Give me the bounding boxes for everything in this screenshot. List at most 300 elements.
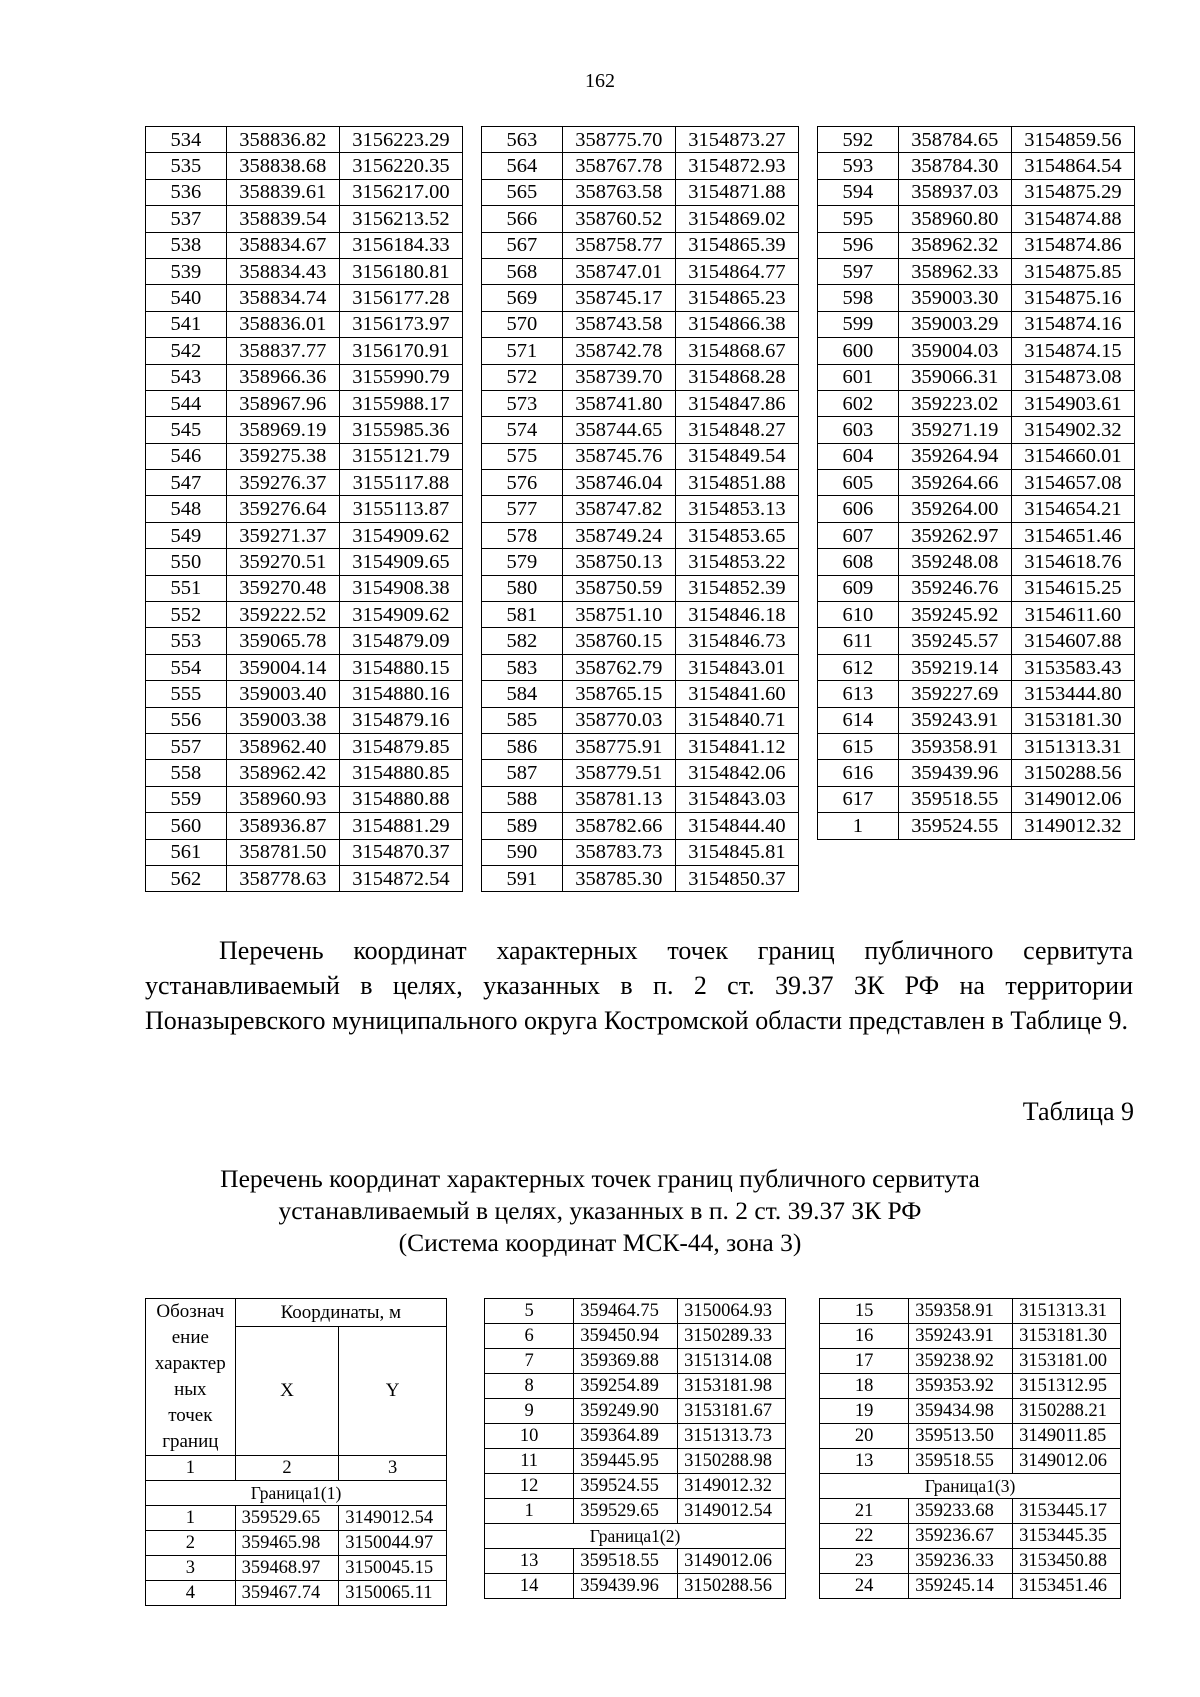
y-value: 3149012.32: [678, 1474, 786, 1499]
point-number: 561: [146, 839, 227, 865]
point-number: 613: [818, 681, 899, 707]
y-value: 3154874.86: [1011, 232, 1134, 258]
col-num-1: 1: [146, 1456, 236, 1481]
point-number: 616: [818, 760, 899, 786]
point-number: 601: [818, 364, 899, 390]
x-value: 359439.96: [898, 760, 1011, 786]
point-number: 1: [485, 1499, 574, 1524]
y-value: 3154908.38: [339, 575, 462, 601]
y-value: 3156213.52: [339, 206, 462, 232]
x-value: 359245.14: [909, 1574, 1013, 1599]
point-number: 597: [818, 258, 899, 284]
point-number: 7: [485, 1349, 574, 1374]
coordinates-table-column-3: [817, 126, 1135, 840]
x-value: 358778.63: [226, 865, 339, 891]
table-row: [482, 839, 799, 865]
table-heading: [0, 1163, 1200, 1259]
table-row: [146, 839, 463, 865]
y-value: 3153181.30: [1011, 707, 1134, 733]
table-row: [146, 390, 463, 416]
y-value: 3154873.27: [675, 127, 798, 153]
header-x: X: [235, 1326, 339, 1455]
point-number: 583: [482, 654, 563, 680]
header-point-designation: Обознач ение характер ных точек границ: [146, 1299, 236, 1456]
x-value: 358960.93: [226, 786, 339, 812]
y-value: 3154660.01: [1011, 443, 1134, 469]
x-value: 359219.14: [898, 654, 1011, 680]
y-value: 3154880.85: [339, 760, 462, 786]
table-row: [482, 127, 799, 153]
y-value: 3154844.40: [675, 813, 798, 839]
point-number: 598: [818, 285, 899, 311]
y-value: 3154879.85: [339, 733, 462, 759]
table-row: [485, 1449, 786, 1474]
x-value: 359271.19: [898, 417, 1011, 443]
table-row: [485, 1474, 786, 1499]
x-value: 359004.03: [898, 338, 1011, 364]
table-row: [146, 707, 463, 733]
point-number: 615: [818, 733, 899, 759]
y-value: 3156184.33: [339, 232, 462, 258]
table-row: [818, 127, 1135, 153]
x-value: 358775.91: [562, 733, 675, 759]
x-value: 359254.89: [574, 1374, 678, 1399]
y-value: 3154611.60: [1011, 602, 1134, 628]
point-number: 562: [146, 865, 227, 891]
table-row: [818, 733, 1135, 759]
table-row: [482, 786, 799, 812]
y-value: 3154866.38: [675, 311, 798, 337]
y-value: 3150045.15: [339, 1556, 447, 1581]
x-value: 359223.02: [898, 390, 1011, 416]
table-row: [146, 1581, 447, 1606]
x-value: 359262.97: [898, 522, 1011, 548]
x-value: 358834.43: [226, 258, 339, 284]
y-value: 3156177.28: [339, 285, 462, 311]
table-row: [485, 1349, 786, 1374]
y-value: 3154841.60: [675, 681, 798, 707]
table-row: [482, 206, 799, 232]
table-row: [818, 258, 1135, 284]
table-row: [485, 1424, 786, 1449]
table-row: [482, 522, 799, 548]
point-number: 18: [820, 1374, 909, 1399]
point-number: 585: [482, 707, 563, 733]
table-row: [818, 813, 1135, 839]
table-row: [818, 522, 1135, 548]
x-value: 359065.78: [226, 628, 339, 654]
x-value: 358749.24: [562, 522, 675, 548]
x-value: 358839.61: [226, 179, 339, 205]
point-number: 608: [818, 549, 899, 575]
y-value: 3150289.33: [678, 1324, 786, 1349]
point-number: 575: [482, 443, 563, 469]
table-row: [482, 707, 799, 733]
y-value: 3154909.65: [339, 549, 462, 575]
point-number: 617: [818, 786, 899, 812]
x-value: 359003.30: [898, 285, 1011, 311]
y-value: 3153181.98: [678, 1374, 786, 1399]
x-value: 359245.92: [898, 602, 1011, 628]
header-y: Y: [339, 1326, 447, 1455]
point-number: 20: [820, 1424, 909, 1449]
x-value: 359518.55: [909, 1449, 1013, 1474]
y-value: 3150288.98: [678, 1449, 786, 1474]
group-label-3: Граница1(3): [820, 1474, 1121, 1499]
x-value: 359245.57: [898, 628, 1011, 654]
intro-paragraph: Перечень координат характерных точек границ публичного сервитута устанавливаемый в целях, указанных в п. 2 ст. 39.37 ЗК РФ на территории Поназыревского муниципального округа Костромской области представлен в Таблице 9.: [145, 936, 1133, 1035]
y-value: 3154851.88: [675, 470, 798, 496]
x-value: 358782.66: [562, 813, 675, 839]
col-num-2: 2: [235, 1456, 339, 1481]
x-value: 358962.33: [898, 258, 1011, 284]
x-value: 358760.52: [562, 206, 675, 232]
y-value: 3154881.29: [339, 813, 462, 839]
y-value: 3153181.67: [678, 1399, 786, 1424]
table-row: [482, 179, 799, 205]
point-number: 567: [482, 232, 563, 258]
point-number: 576: [482, 470, 563, 496]
y-value: 3154859.56: [1011, 127, 1134, 153]
point-number: 581: [482, 602, 563, 628]
table-row: [818, 232, 1135, 258]
x-value: 358839.54: [226, 206, 339, 232]
x-value: 359464.75: [574, 1299, 678, 1324]
x-value: 359353.92: [909, 1374, 1013, 1399]
table-row: [482, 232, 799, 258]
y-value: 3153181.30: [1013, 1324, 1121, 1349]
y-value: 3154868.28: [675, 364, 798, 390]
y-value: 3153445.35: [1013, 1524, 1121, 1549]
table-row: [146, 127, 463, 153]
table-row: [146, 786, 463, 812]
heading-line-1: Перечень координат характерных точек границ публичного сервитута: [220, 1164, 980, 1193]
x-value: 358834.67: [226, 232, 339, 258]
x-value: 359524.55: [898, 813, 1011, 839]
table-row: [818, 786, 1135, 812]
point-number: 542: [146, 338, 227, 364]
point-number: 607: [818, 522, 899, 548]
x-value: 359270.48: [226, 575, 339, 601]
point-number: 570: [482, 311, 563, 337]
point-number: 22: [820, 1524, 909, 1549]
x-value: 359529.65: [235, 1506, 339, 1531]
x-value: 359271.37: [226, 522, 339, 548]
y-value: 3149012.06: [1011, 786, 1134, 812]
point-number: 584: [482, 681, 563, 707]
table-row: [818, 153, 1135, 179]
y-value: 3154853.65: [675, 522, 798, 548]
point-number: 612: [818, 654, 899, 680]
x-value: 358836.82: [226, 127, 339, 153]
y-value: 3154840.71: [675, 707, 798, 733]
table-row: [820, 1349, 1121, 1374]
table-row: [820, 1299, 1121, 1324]
x-value: 358770.03: [562, 707, 675, 733]
x-value: 358838.68: [226, 153, 339, 179]
table-row: [146, 232, 463, 258]
point-number: 590: [482, 839, 563, 865]
point-number: 13: [820, 1449, 909, 1474]
point-number: 17: [820, 1349, 909, 1374]
x-value: 358783.73: [562, 839, 675, 865]
x-value: 358746.04: [562, 470, 675, 496]
header-coordinates: Координаты, м: [235, 1299, 446, 1327]
point-number: 592: [818, 127, 899, 153]
y-value: 3156173.97: [339, 311, 462, 337]
table-row: [820, 1549, 1121, 1574]
x-value: 359003.40: [226, 681, 339, 707]
point-number: 537: [146, 206, 227, 232]
y-value: 3154875.29: [1011, 179, 1134, 205]
point-number: 21: [820, 1499, 909, 1524]
x-value: 358775.70: [562, 127, 675, 153]
point-number: 596: [818, 232, 899, 258]
point-number: 534: [146, 127, 227, 153]
y-value: 3154872.93: [675, 153, 798, 179]
point-number: 568: [482, 258, 563, 284]
x-value: 359445.95: [574, 1449, 678, 1474]
coordinates-table-column-1: [145, 126, 463, 892]
y-value: 3154864.77: [675, 258, 798, 284]
x-value: 358747.82: [562, 496, 675, 522]
point-number: 593: [818, 153, 899, 179]
table-caption: Таблица 9: [1022, 1097, 1134, 1126]
point-number: 545: [146, 417, 227, 443]
y-value: 3154848.27: [675, 417, 798, 443]
table-row: [146, 1556, 447, 1581]
x-value: 358785.30: [562, 865, 675, 891]
x-value: 358747.01: [562, 258, 675, 284]
y-value: 3154618.76: [1011, 549, 1134, 575]
point-number: 543: [146, 364, 227, 390]
point-number: 23: [820, 1549, 909, 1574]
point-number: 15: [820, 1299, 909, 1324]
table-row: [482, 390, 799, 416]
x-value: 359243.91: [909, 1324, 1013, 1349]
point-number: 16: [820, 1324, 909, 1349]
group-label-1: Граница1(1): [146, 1481, 447, 1506]
y-value: 3154657.08: [1011, 470, 1134, 496]
table-row: [485, 1549, 786, 1574]
y-value: 3155990.79: [339, 364, 462, 390]
table-row: [820, 1324, 1121, 1349]
table-row: [818, 681, 1135, 707]
table-row: [482, 153, 799, 179]
point-number: 599: [818, 311, 899, 337]
table-row: [146, 865, 463, 891]
point-number: 549: [146, 522, 227, 548]
y-value: 3153583.43: [1011, 654, 1134, 680]
col-num-3: 3: [339, 1456, 447, 1481]
x-value: 358784.30: [898, 153, 1011, 179]
point-number: 609: [818, 575, 899, 601]
y-value: 3154853.22: [675, 549, 798, 575]
point-number: 565: [482, 179, 563, 205]
point-number: 538: [146, 232, 227, 258]
y-value: 3156180.81: [339, 258, 462, 284]
x-value: 359246.76: [898, 575, 1011, 601]
x-value: 359238.92: [909, 1349, 1013, 1374]
table9-middle: [484, 1298, 786, 1599]
y-value: 3150288.56: [678, 1574, 786, 1599]
table-row: [820, 1574, 1121, 1599]
y-value: 3155121.79: [339, 443, 462, 469]
point-number: 577: [482, 496, 563, 522]
table9-right: [819, 1298, 1121, 1599]
table-row: [818, 654, 1135, 680]
x-value: 359066.31: [898, 364, 1011, 390]
point-number: 19: [820, 1399, 909, 1424]
y-value: 3154870.37: [339, 839, 462, 865]
table-row: [818, 417, 1135, 443]
group-label-2: Граница1(2): [485, 1524, 786, 1549]
point-number: 614: [818, 707, 899, 733]
point-number: 604: [818, 443, 899, 469]
y-value: 3153445.17: [1013, 1499, 1121, 1524]
x-value: 358837.77: [226, 338, 339, 364]
point-number: 605: [818, 470, 899, 496]
x-value: 358969.19: [226, 417, 339, 443]
point-number: 5: [485, 1299, 574, 1324]
table-row: [146, 470, 463, 496]
point-number: 551: [146, 575, 227, 601]
y-value: 3155988.17: [339, 390, 462, 416]
x-value: 358751.10: [562, 602, 675, 628]
point-number: 571: [482, 338, 563, 364]
y-value: 3154865.23: [675, 285, 798, 311]
x-value: 358765.15: [562, 681, 675, 707]
point-number: 595: [818, 206, 899, 232]
x-value: 359358.91: [898, 733, 1011, 759]
table-row: [818, 470, 1135, 496]
point-number: 553: [146, 628, 227, 654]
table-row: [818, 549, 1135, 575]
y-value: 3150288.21: [1013, 1399, 1121, 1424]
x-value: 358742.78: [562, 338, 675, 364]
x-value: 358936.87: [226, 813, 339, 839]
table-row: [482, 311, 799, 337]
y-value: 3149012.54: [678, 1499, 786, 1524]
x-value: 359276.64: [226, 496, 339, 522]
table-row: [146, 628, 463, 654]
table-row: [146, 496, 463, 522]
y-value: 3149012.06: [678, 1549, 786, 1574]
x-value: 359529.65: [574, 1499, 678, 1524]
y-value: 3156170.91: [339, 338, 462, 364]
point-number: 9: [485, 1399, 574, 1424]
table-row: [146, 602, 463, 628]
x-value: 359003.38: [226, 707, 339, 733]
table-row: [146, 364, 463, 390]
y-value: 3153451.46: [1013, 1574, 1121, 1599]
y-value: 3153450.88: [1013, 1549, 1121, 1574]
x-value: 358962.42: [226, 760, 339, 786]
table-row: [482, 654, 799, 680]
y-value: 3154841.12: [675, 733, 798, 759]
x-value: 358760.15: [562, 628, 675, 654]
point-number: 573: [482, 390, 563, 416]
point-number: 569: [482, 285, 563, 311]
point-number: 587: [482, 760, 563, 786]
point-number: 8: [485, 1374, 574, 1399]
point-number: 574: [482, 417, 563, 443]
x-value: 359364.89: [574, 1424, 678, 1449]
y-value: 3151313.31: [1013, 1299, 1121, 1324]
y-value: 3151312.95: [1013, 1374, 1121, 1399]
point-number: 603: [818, 417, 899, 443]
table-row: [146, 549, 463, 575]
y-value: 3154879.16: [339, 707, 462, 733]
table-row: [482, 865, 799, 891]
table-row: [146, 733, 463, 759]
table-row: [818, 602, 1135, 628]
table-row: [482, 602, 799, 628]
point-number: 591: [482, 865, 563, 891]
y-value: 3154873.08: [1011, 364, 1134, 390]
y-value: 3154902.32: [1011, 417, 1134, 443]
point-number: 586: [482, 733, 563, 759]
x-value: 358784.65: [898, 127, 1011, 153]
table-row: [818, 311, 1135, 337]
x-value: 358779.51: [562, 760, 675, 786]
table-row: [820, 1374, 1121, 1399]
y-value: 3154846.73: [675, 628, 798, 654]
x-value: 358967.96: [226, 390, 339, 416]
x-value: 359270.51: [226, 549, 339, 575]
table-row: [482, 338, 799, 364]
point-number: 564: [482, 153, 563, 179]
x-value: 359249.90: [574, 1399, 678, 1424]
table-row: [818, 338, 1135, 364]
heading-line-2: устанавливаемый в целях, указанных в п. 2 ст. 39.37 ЗК РФ: [278, 1196, 922, 1225]
table-row: [146, 1531, 447, 1556]
table-row: [485, 1574, 786, 1599]
table-row: [146, 443, 463, 469]
x-value: 359468.97: [235, 1556, 339, 1581]
table-row: [482, 575, 799, 601]
y-value: 3155985.36: [339, 417, 462, 443]
y-value: 3153444.80: [1011, 681, 1134, 707]
x-value: 359236.67: [909, 1524, 1013, 1549]
table-row: [482, 813, 799, 839]
table-row: [146, 813, 463, 839]
y-value: 3151313.31: [1011, 733, 1134, 759]
point-number: 550: [146, 549, 227, 575]
table-row: [146, 153, 463, 179]
y-value: 3154868.67: [675, 338, 798, 364]
x-value: 359264.94: [898, 443, 1011, 469]
y-value: 3151313.73: [678, 1424, 786, 1449]
y-value: 3154879.09: [339, 628, 462, 654]
table-row: [818, 760, 1135, 786]
table-row: [146, 179, 463, 205]
x-value: 359518.55: [898, 786, 1011, 812]
point-number: 594: [818, 179, 899, 205]
point-number: 559: [146, 786, 227, 812]
table-row: [818, 179, 1135, 205]
y-value: 3154874.15: [1011, 338, 1134, 364]
y-value: 3154909.62: [339, 602, 462, 628]
x-value: 359248.08: [898, 549, 1011, 575]
y-value: 3150065.11: [339, 1581, 447, 1606]
y-value: 3156220.35: [339, 153, 462, 179]
x-value: 358834.74: [226, 285, 339, 311]
y-value: 3156217.00: [339, 179, 462, 205]
table-row: [818, 496, 1135, 522]
y-value: 3154654.21: [1011, 496, 1134, 522]
point-number: 588: [482, 786, 563, 812]
